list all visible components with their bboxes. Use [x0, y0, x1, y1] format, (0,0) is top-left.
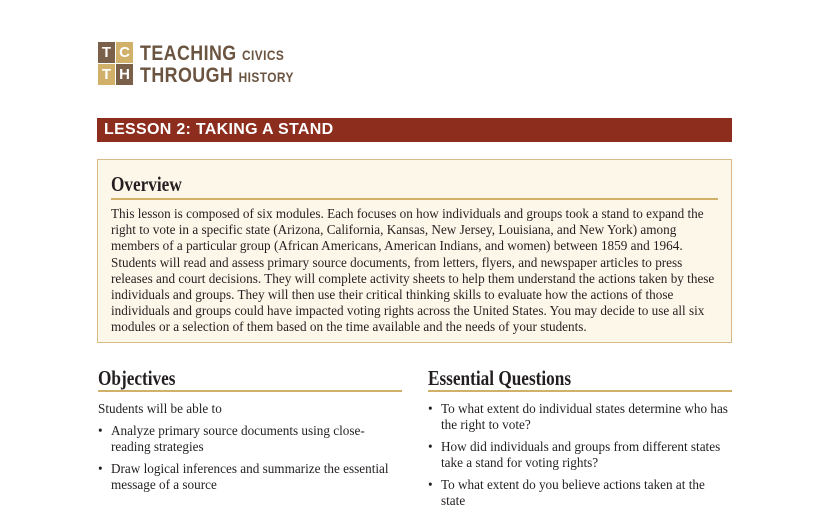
- logo-word: THROUGH: [140, 64, 234, 87]
- logo-word: HISTORY: [238, 69, 294, 85]
- logo-letter: H: [116, 64, 133, 85]
- logo-letter: T: [98, 42, 115, 63]
- lesson-title-banner: LESSON 2: TAKING A STAND: [97, 118, 732, 142]
- list-item: • Draw logical inferences and summarize the essential message of a source: [98, 461, 398, 493]
- objectives-heading: Objectives: [98, 366, 176, 390]
- heading-rule: [111, 198, 718, 200]
- list-item: • To what extent do individual states determine who has the right to vote?: [428, 401, 728, 433]
- logo-word: CIVICS: [242, 47, 285, 63]
- logo-mark: [98, 42, 134, 86]
- overview-box: [97, 159, 732, 343]
- list-item: • How did individuals and groups from different states take a stand for voting rights?: [428, 439, 728, 471]
- logo-line-2: [140, 64, 294, 88]
- essential-questions-heading: Essential Questions: [428, 366, 572, 390]
- logo-letter: T: [98, 64, 115, 85]
- heading-rule: [428, 390, 732, 392]
- list-item: • To what extent do you believe actions taken at the state: [428, 477, 728, 509]
- logo-line-1: [140, 42, 284, 66]
- logo-letter: C: [116, 42, 133, 63]
- essential-questions-list: [428, 401, 728, 515]
- objectives-list: [98, 423, 398, 499]
- list-item: • Analyze primary source documents using close-reading strategies: [98, 423, 398, 455]
- logo-word: TEACHING: [140, 42, 237, 65]
- overview-paragraph: This lesson is composed of six modules. Each focuses on how individuals and groups took a stand to expand the right to vote in a specific state (Arizona, California, Kansas, New Jersey, Louisiana, and New York) among members of a particular group (African Americans, American Indians, and women) between 1859 and 1964. Students will read and assess primary source documents, from letters, flyers, and newspaper articles to press releases and court decisions. They will complete activity sheets to help them understand the actions taken by these individuals and groups. They will then use their critical thinking skills to evaluate how the actions of those individuals and groups could have impacted voting rights across the United States. You may decide to use all six modules or a selection of them based on the time available and the needs of your students.: [111, 206, 715, 335]
- objectives-intro: Students will be able to: [98, 401, 222, 416]
- overview-heading: Overview: [111, 172, 182, 196]
- heading-rule: [98, 390, 402, 392]
